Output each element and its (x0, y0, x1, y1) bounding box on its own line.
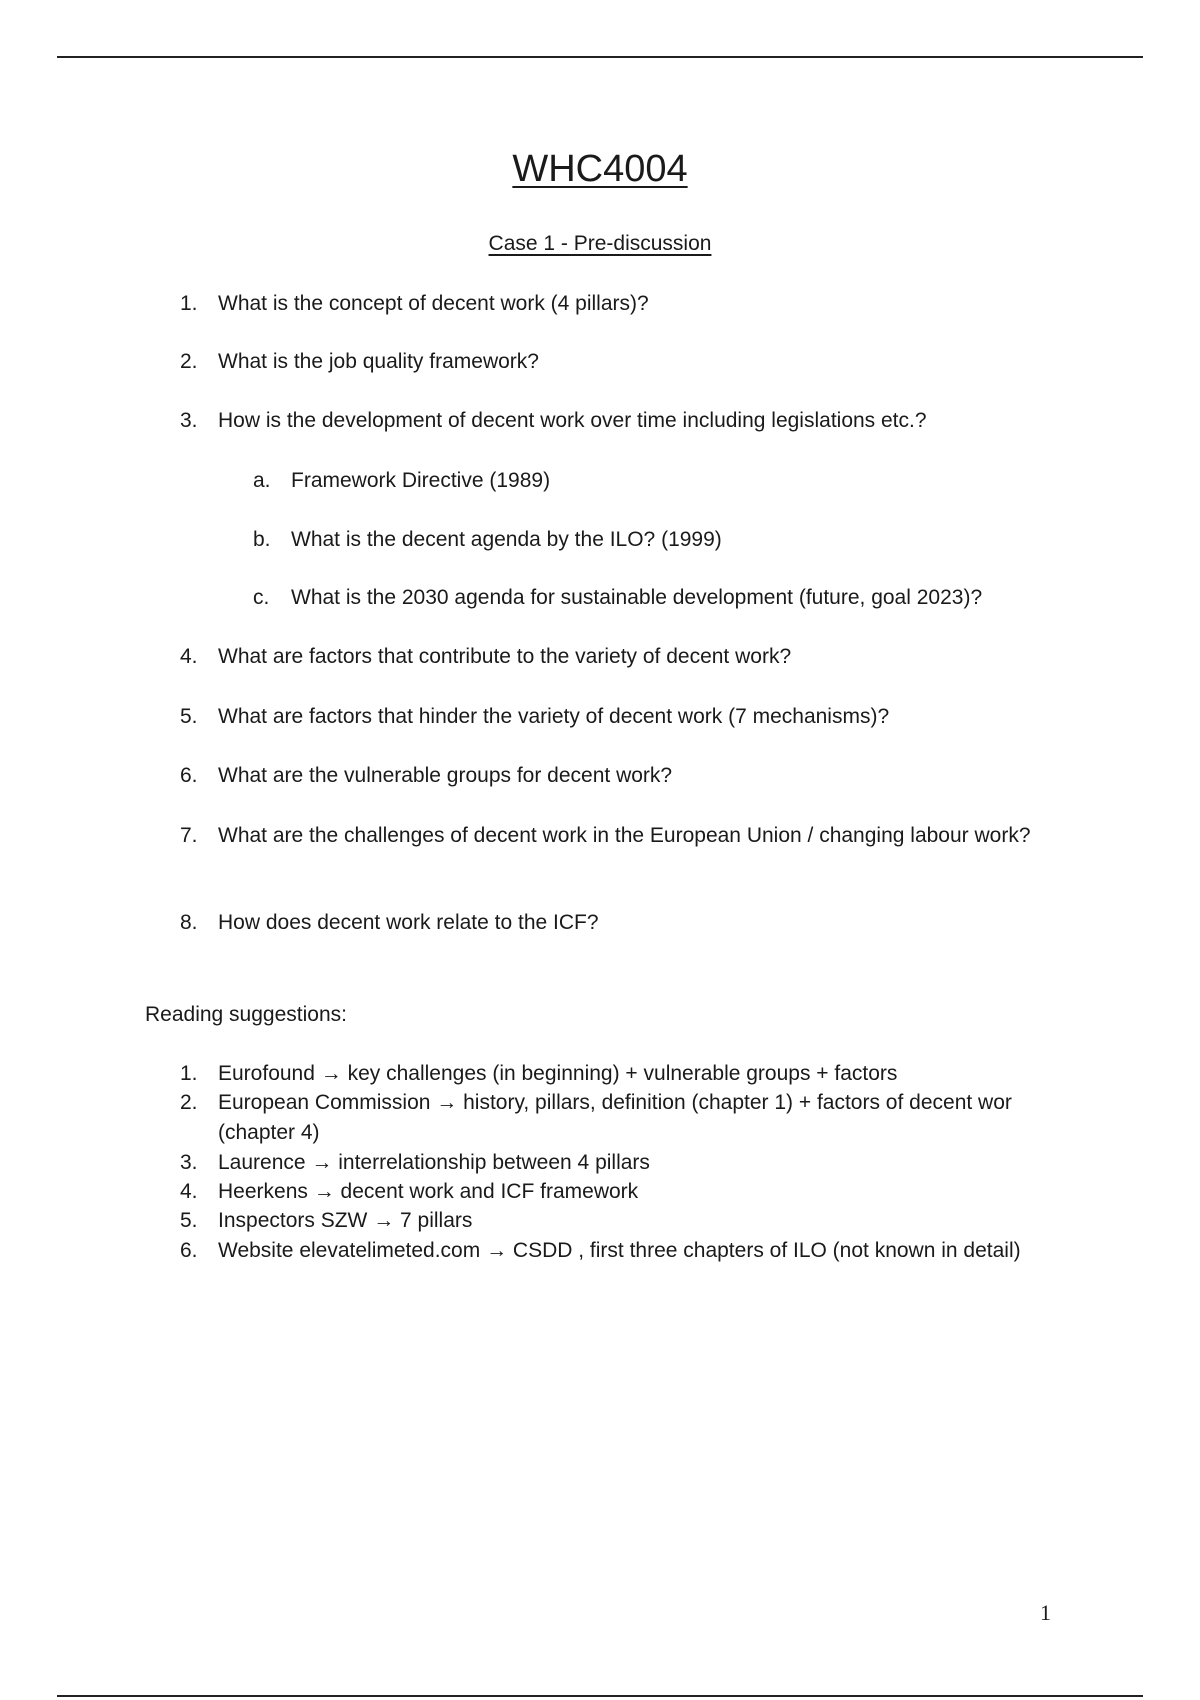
subquestion-item (253, 583, 1053, 613)
reading-number: 2. (180, 1091, 198, 1114)
question-number: 6. (180, 764, 198, 787)
subquestion-text: What is the 2030 agenda for sustainable development (future, goal 2023)? (291, 586, 983, 609)
question-text: What are factors that hinder the variety of decent work (7 mechanisms)? (218, 705, 890, 728)
reading-text: Inspectors SZW → 7 pillars (218, 1209, 473, 1232)
reading-suggestions-heading: Reading suggestions: (145, 1003, 347, 1026)
reading-number: 4. (180, 1180, 198, 1203)
reading-item (180, 1236, 1060, 1266)
subquestion-letter: a. (253, 469, 271, 492)
reading-number: 6. (180, 1239, 198, 1262)
question-text: What are the challenges of decent work in the European Union / changing labour work? (218, 824, 1031, 847)
reading-item (180, 1177, 1060, 1207)
question-text: What is the job quality framework? (218, 350, 539, 373)
reading-item (180, 1206, 1060, 1236)
question-text: What are factors that contribute to the variety of decent work? (218, 645, 792, 668)
question-text: How is the development of decent work over time including legislations etc.? (218, 409, 927, 432)
reading-item (180, 1148, 1060, 1178)
question-number: 8. (180, 911, 198, 934)
question-number: 2. (180, 350, 198, 373)
reading-text: Website elevatelimeted.com → CSDD , first three chapters of ILO (not known in detail) (218, 1239, 1021, 1262)
header-rule (57, 56, 1143, 58)
question-item (180, 406, 1054, 436)
subquestion-item (253, 525, 1053, 555)
question-number: 5. (180, 705, 198, 728)
question-number: 3. (180, 409, 198, 432)
question-item (180, 821, 1054, 851)
question-item (180, 289, 1054, 319)
reading-text: European Commission → history, pillars, definition (chapter 1) + factors of decent wor (chapter 4) (218, 1091, 1012, 1144)
reading-number: 5. (180, 1209, 198, 1232)
subquestion-text: Framework Directive (1989) (291, 469, 551, 492)
document-title: WHC4004 (512, 148, 688, 190)
question-number: 1. (180, 292, 198, 315)
question-number: 7. (180, 824, 198, 847)
subquestion-letter: b. (253, 528, 271, 551)
reading-number: 3. (180, 1151, 198, 1174)
reading-text: Laurence → interrelationship between 4 pillars (218, 1151, 650, 1174)
reading-number: 1. (180, 1062, 198, 1085)
reading-item (180, 1059, 1060, 1089)
question-text: How does decent work relate to the ICF? (218, 911, 599, 934)
question-item (180, 761, 1054, 791)
question-text: What are the vulnerable groups for decent work? (218, 764, 673, 787)
question-item (180, 702, 1054, 732)
subquestion-item (253, 466, 1053, 496)
reading-item (180, 1088, 1060, 1148)
question-item (180, 908, 1054, 938)
subquestion-letter: c. (253, 586, 270, 609)
question-number: 4. (180, 645, 198, 668)
page-number: 1 (1040, 1600, 1051, 1625)
question-item (180, 347, 1054, 377)
question-text: What is the concept of decent work (4 pillars)? (218, 292, 649, 315)
question-item (180, 642, 1054, 672)
document-subtitle: Case 1 - Pre-discussion (488, 232, 712, 255)
footer-rule (57, 1695, 1143, 1697)
reading-text: Eurofound → key challenges (in beginning) + vulnerable groups + factors (218, 1062, 898, 1085)
reading-text: Heerkens → decent work and ICF framework (218, 1180, 639, 1203)
subquestion-text: What is the decent agenda by the ILO? (1999) (291, 528, 722, 551)
